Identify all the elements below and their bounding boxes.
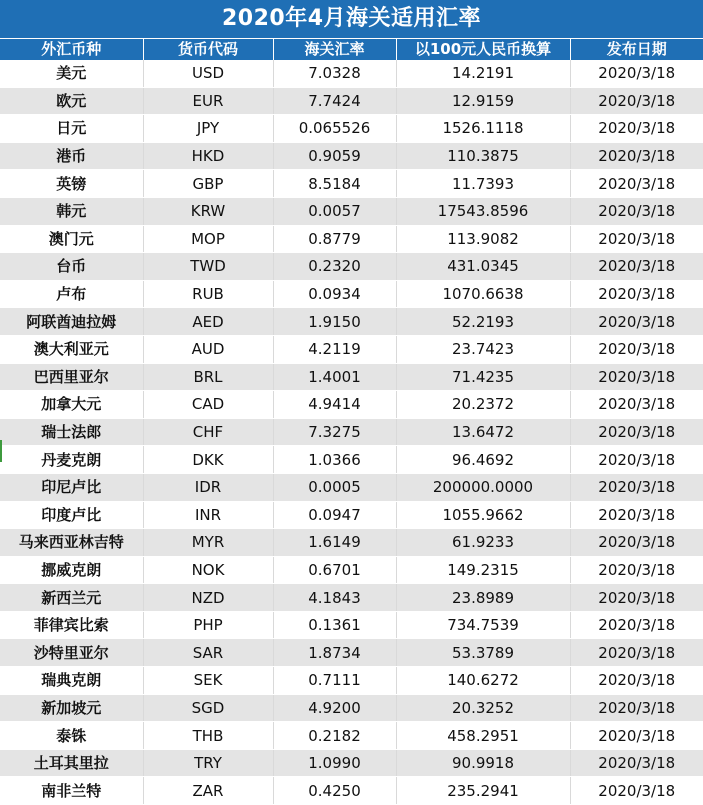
table-row <box>0 639 703 667</box>
per-100-rmb-cell: 140.6272 <box>396 667 570 695</box>
per-100-rmb-cell: 200000.0000 <box>396 473 570 501</box>
per-100-rmb-cell: 71.4235 <box>396 363 570 391</box>
per-100-rmb-cell: 149.2315 <box>396 556 570 584</box>
currency-name-cell: 丹麦克朗 <box>0 446 143 474</box>
currency-name-cell: 巴西里亚尔 <box>0 363 143 391</box>
currency-name-cell: 英镑 <box>0 170 143 198</box>
publish-date-cell: 2020/3/18 <box>570 777 703 805</box>
publish-date-cell: 2020/3/18 <box>570 446 703 474</box>
currency-code-cell: RUB <box>143 280 273 308</box>
publish-date-cell: 2020/3/18 <box>570 667 703 695</box>
customs-rate-cell: 4.2119 <box>273 335 396 363</box>
per-100-rmb-cell: 20.2372 <box>396 391 570 419</box>
publish-date-cell: 2020/3/18 <box>570 391 703 419</box>
publish-date-cell: 2020/3/18 <box>570 170 703 198</box>
table-row <box>0 363 703 391</box>
per-100-rmb-cell: 61.9233 <box>396 529 570 557</box>
header-per-100-rmb: 以100元人民币换算 <box>396 39 570 60</box>
currency-name-cell: 韩元 <box>0 197 143 225</box>
per-100-rmb-cell: 734.7539 <box>396 611 570 639</box>
table-header <box>0 39 703 60</box>
publish-date-cell: 2020/3/18 <box>570 722 703 750</box>
table-row <box>0 391 703 419</box>
table-row <box>0 722 703 750</box>
currency-code-cell: HKD <box>143 142 273 170</box>
publish-date-cell: 2020/3/18 <box>570 253 703 281</box>
customs-rate-cell: 4.9414 <box>273 391 396 419</box>
table-row <box>0 446 703 474</box>
publish-date-cell: 2020/3/18 <box>570 60 703 87</box>
customs-rate-cell: 0.0934 <box>273 280 396 308</box>
currency-name-cell: 泰铢 <box>0 722 143 750</box>
currency-code-cell: CHF <box>143 418 273 446</box>
currency-name-cell: 澳大利亚元 <box>0 335 143 363</box>
customs-rate-cell: 0.1361 <box>273 611 396 639</box>
currency-name-cell: 澳门元 <box>0 225 143 253</box>
per-100-rmb-cell: 23.7423 <box>396 335 570 363</box>
currency-code-cell: JPY <box>143 115 273 143</box>
currency-code-cell: PHP <box>143 611 273 639</box>
customs-rate-cell: 1.4001 <box>273 363 396 391</box>
per-100-rmb-cell: 23.8989 <box>396 584 570 612</box>
currency-name-cell: 挪威克朗 <box>0 556 143 584</box>
publish-date-cell: 2020/3/18 <box>570 501 703 529</box>
header-customs-rate: 海关汇率 <box>273 39 396 60</box>
publish-date-cell: 2020/3/18 <box>570 749 703 777</box>
per-100-rmb-cell: 96.4692 <box>396 446 570 474</box>
publish-date-cell: 2020/3/18 <box>570 280 703 308</box>
publish-date-cell: 2020/3/18 <box>570 363 703 391</box>
table-row <box>0 115 703 143</box>
table-row <box>0 584 703 612</box>
currency-code-cell: ZAR <box>143 777 273 805</box>
per-100-rmb-cell: 17543.8596 <box>396 197 570 225</box>
table-row <box>0 777 703 805</box>
publish-date-cell: 2020/3/18 <box>570 584 703 612</box>
currency-name-cell: 美元 <box>0 60 143 87</box>
currency-name-cell: 瑞士法郎 <box>0 418 143 446</box>
currency-code-cell: TWD <box>143 253 273 281</box>
per-100-rmb-cell: 90.9918 <box>396 749 570 777</box>
customs-rate-cell: 4.1843 <box>273 584 396 612</box>
cell-selection-marker <box>0 440 2 462</box>
currency-name-cell: 新加坡元 <box>0 694 143 722</box>
currency-code-cell: INR <box>143 501 273 529</box>
publish-date-cell: 2020/3/18 <box>570 87 703 115</box>
per-100-rmb-cell: 12.9159 <box>396 87 570 115</box>
sheet-title: 2020年4月海关适用汇率 <box>0 0 703 39</box>
publish-date-cell: 2020/3/18 <box>570 639 703 667</box>
customs-rate-cell: 0.065526 <box>273 115 396 143</box>
currency-code-cell: GBP <box>143 170 273 198</box>
publish-date-cell: 2020/3/18 <box>570 694 703 722</box>
table-row <box>0 667 703 695</box>
customs-rate-cell: 1.0366 <box>273 446 396 474</box>
currency-code-cell: SGD <box>143 694 273 722</box>
table-row <box>0 556 703 584</box>
customs-rate-cell: 0.9059 <box>273 142 396 170</box>
publish-date-cell: 2020/3/18 <box>570 556 703 584</box>
currency-name-cell: 土耳其里拉 <box>0 749 143 777</box>
currency-name-cell: 加拿大元 <box>0 391 143 419</box>
table-row <box>0 142 703 170</box>
currency-code-cell: USD <box>143 60 273 87</box>
customs-rate-cell: 4.9200 <box>273 694 396 722</box>
customs-rate-cell: 0.8779 <box>273 225 396 253</box>
table-row <box>0 473 703 501</box>
customs-rate-cell: 1.9150 <box>273 308 396 336</box>
table-row <box>0 308 703 336</box>
customs-rate-cell: 0.7111 <box>273 667 396 695</box>
table-row <box>0 529 703 557</box>
currency-code-cell: TRY <box>143 749 273 777</box>
per-100-rmb-cell: 11.7393 <box>396 170 570 198</box>
customs-rate-cell: 7.3275 <box>273 418 396 446</box>
currency-code-cell: KRW <box>143 197 273 225</box>
table-row <box>0 501 703 529</box>
currency-code-cell: DKK <box>143 446 273 474</box>
table-row <box>0 749 703 777</box>
table-row <box>0 335 703 363</box>
currency-code-cell: MOP <box>143 225 273 253</box>
currency-name-cell: 卢布 <box>0 280 143 308</box>
currency-code-cell: CAD <box>143 391 273 419</box>
per-100-rmb-cell: 1070.6638 <box>396 280 570 308</box>
customs-rate-cell: 7.0328 <box>273 60 396 87</box>
table-row <box>0 253 703 281</box>
currency-name-cell: 欧元 <box>0 87 143 115</box>
customs-rate-cell: 0.0057 <box>273 197 396 225</box>
currency-code-cell: NZD <box>143 584 273 612</box>
per-100-rmb-cell: 110.3875 <box>396 142 570 170</box>
table-row <box>0 611 703 639</box>
currency-name-cell: 印尼卢比 <box>0 473 143 501</box>
customs-rate-cell: 1.0990 <box>273 749 396 777</box>
currency-code-cell: EUR <box>143 87 273 115</box>
currency-code-cell: AUD <box>143 335 273 363</box>
publish-date-cell: 2020/3/18 <box>570 529 703 557</box>
per-100-rmb-cell: 458.2951 <box>396 722 570 750</box>
table-row <box>0 170 703 198</box>
per-100-rmb-cell: 431.0345 <box>396 253 570 281</box>
currency-name-cell: 新西兰元 <box>0 584 143 612</box>
currency-code-cell: IDR <box>143 473 273 501</box>
currency-name-cell: 台币 <box>0 253 143 281</box>
currency-name-cell: 港币 <box>0 142 143 170</box>
per-100-rmb-cell: 1055.9662 <box>396 501 570 529</box>
table-row <box>0 197 703 225</box>
currency-code-cell: SAR <box>143 639 273 667</box>
currency-name-cell: 日元 <box>0 115 143 143</box>
currency-name-cell: 印度卢比 <box>0 501 143 529</box>
customs-rate-cell: 0.0947 <box>273 501 396 529</box>
publish-date-cell: 2020/3/18 <box>570 225 703 253</box>
per-100-rmb-cell: 20.3252 <box>396 694 570 722</box>
publish-date-cell: 2020/3/18 <box>570 308 703 336</box>
publish-date-cell: 2020/3/18 <box>570 418 703 446</box>
table-body <box>0 60 703 805</box>
customs-rate-cell: 0.4250 <box>273 777 396 805</box>
header-publish-date: 发布日期 <box>570 39 703 60</box>
per-100-rmb-cell: 113.9082 <box>396 225 570 253</box>
currency-code-cell: BRL <box>143 363 273 391</box>
currency-name-cell: 南非兰特 <box>0 777 143 805</box>
currency-code-cell: NOK <box>143 556 273 584</box>
header-row <box>0 39 703 60</box>
table-row <box>0 418 703 446</box>
customs-rate-cell: 7.7424 <box>273 87 396 115</box>
publish-date-cell: 2020/3/18 <box>570 473 703 501</box>
currency-name-cell: 菲律宾比索 <box>0 611 143 639</box>
per-100-rmb-cell: 52.2193 <box>396 308 570 336</box>
customs-rate-cell: 0.2182 <box>273 722 396 750</box>
table-row <box>0 60 703 87</box>
customs-rate-cell: 8.5184 <box>273 170 396 198</box>
publish-date-cell: 2020/3/18 <box>570 197 703 225</box>
publish-date-cell: 2020/3/18 <box>570 335 703 363</box>
customs-rate-cell: 1.8734 <box>273 639 396 667</box>
table-row <box>0 694 703 722</box>
currency-code-cell: SEK <box>143 667 273 695</box>
table-row <box>0 225 703 253</box>
currency-name-cell: 马来西亚林吉特 <box>0 529 143 557</box>
per-100-rmb-cell: 13.6472 <box>396 418 570 446</box>
currency-name-cell: 沙特里亚尔 <box>0 639 143 667</box>
table-row <box>0 280 703 308</box>
per-100-rmb-cell: 53.3789 <box>396 639 570 667</box>
currency-name-cell: 阿联酋迪拉姆 <box>0 308 143 336</box>
customs-rate-cell: 0.6701 <box>273 556 396 584</box>
publish-date-cell: 2020/3/18 <box>570 115 703 143</box>
per-100-rmb-cell: 1526.1118 <box>396 115 570 143</box>
currency-code-cell: MYR <box>143 529 273 557</box>
customs-rate-cell: 1.6149 <box>273 529 396 557</box>
per-100-rmb-cell: 14.2191 <box>396 60 570 87</box>
publish-date-cell: 2020/3/18 <box>570 142 703 170</box>
customs-rate-cell: 0.0005 <box>273 473 396 501</box>
exchange-rate-table <box>0 39 703 805</box>
header-currency-name: 外汇币种 <box>0 39 143 60</box>
header-currency-code: 货币代码 <box>143 39 273 60</box>
customs-rate-cell: 0.2320 <box>273 253 396 281</box>
table-row <box>0 87 703 115</box>
currency-code-cell: AED <box>143 308 273 336</box>
currency-code-cell: THB <box>143 722 273 750</box>
publish-date-cell: 2020/3/18 <box>570 611 703 639</box>
per-100-rmb-cell: 235.2941 <box>396 777 570 805</box>
currency-name-cell: 瑞典克朗 <box>0 667 143 695</box>
